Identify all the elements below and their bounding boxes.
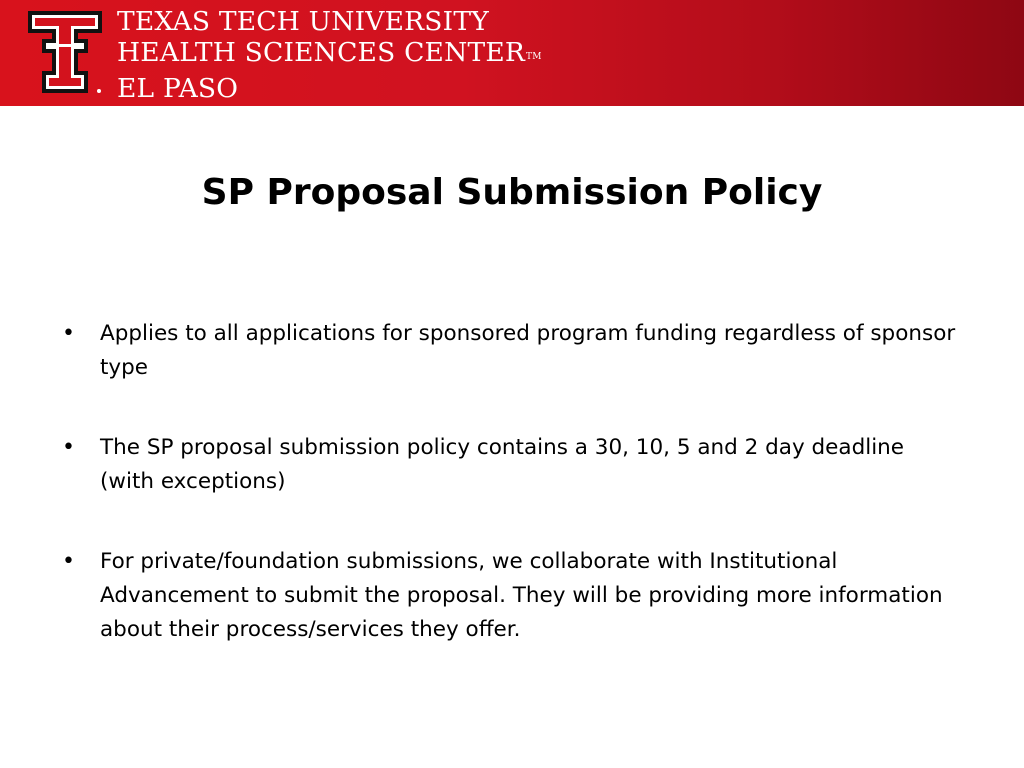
- bullet-dot: •: [62, 549, 75, 574]
- institution-line-2: [117, 37, 542, 73]
- bullet-dot: •: [62, 435, 75, 460]
- slide-title: SP Proposal Submission Policy: [201, 172, 823, 213]
- bullet-dot: •: [62, 321, 75, 346]
- bullet-text-3: For private/foundation submissions, we collaborate with Institutional Advancement to submit the proposal. They will be providing more information about their process/services they offer.: [100, 549, 943, 642]
- header-band: [0, 0, 1024, 106]
- institution-line-2-text: HEALTH SCIENCES CENTER: [117, 37, 526, 68]
- double-t-logo-icon: [26, 9, 104, 95]
- institution-name: [117, 6, 542, 104]
- trademark-mark: TM: [526, 52, 542, 62]
- institution-line-3: EL PASO: [117, 73, 239, 104]
- bullet-item-1: [62, 317, 962, 385]
- institution-line-1: TEXAS TECH UNIVERSITY: [117, 6, 489, 37]
- bullet-text-2: The SP proposal submission policy contains a 30, 10, 5 and 2 day deadline (with exceptions): [100, 435, 905, 494]
- bullet-text-1: Applies to all applications for sponsored program funding regardless of sponsor type: [100, 321, 956, 380]
- bullet-item-2: [62, 431, 962, 499]
- bullet-list: [62, 317, 962, 693]
- bullet-item-3: [62, 545, 962, 647]
